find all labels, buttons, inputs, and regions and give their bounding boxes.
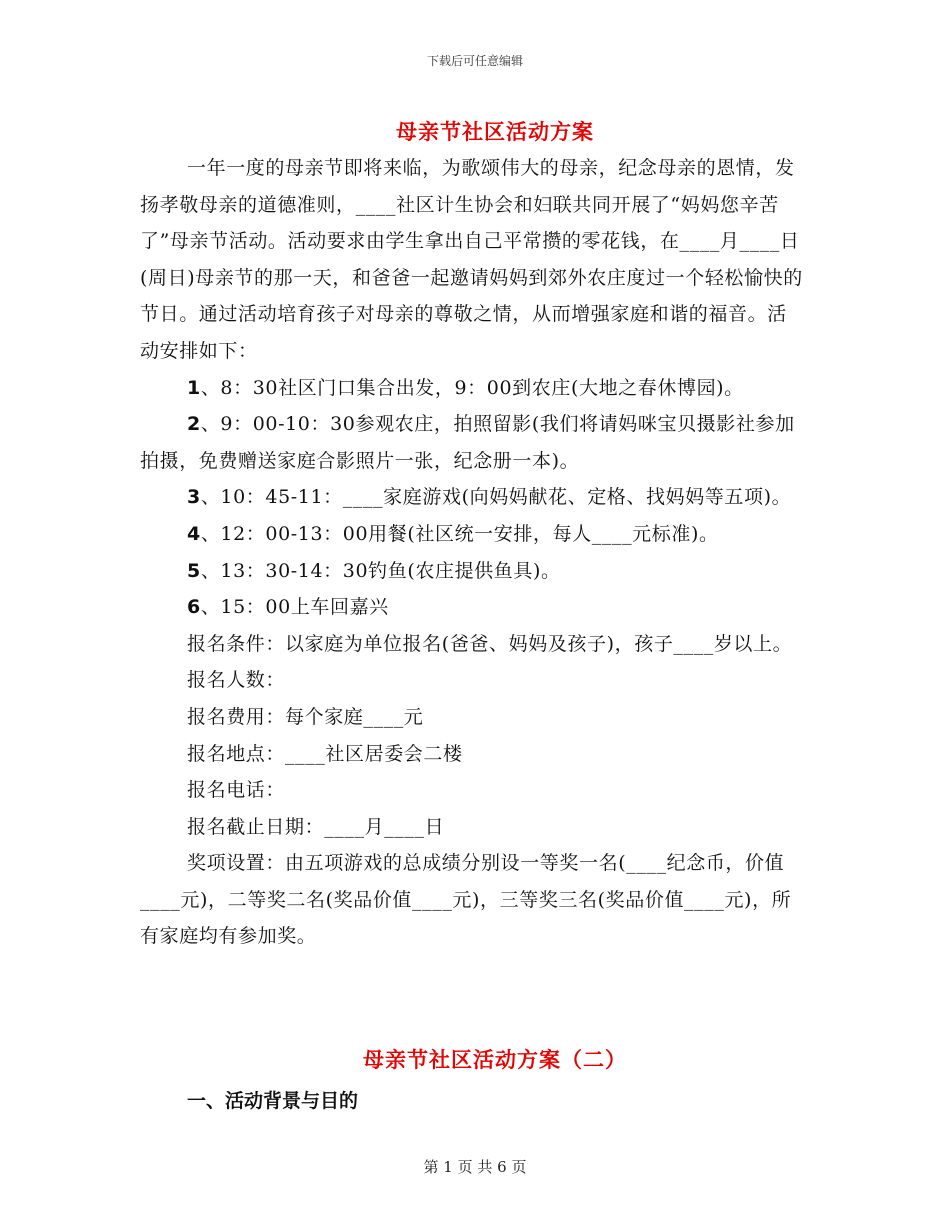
schedule-item-number: 3 [187, 486, 201, 509]
schedule-item-text: 、15：00上车回嘉兴 [200, 596, 389, 619]
registration-location: 报名地点：____社区居委会二楼 [187, 742, 463, 765]
second-document-title: 母亲节社区活动方案（二） [363, 1048, 627, 1072]
document-body [140, 150, 805, 955]
schedule-item-number: 6 [187, 596, 201, 619]
page-footer: 第 1 页 共 6 页 [423, 1158, 527, 1176]
schedule-item [140, 516, 805, 553]
schedule-item-text: 、8：30社区门口集合出发，9：00到农庄(大地之春休博园)。 [200, 376, 744, 399]
registration-phone: 报名电话： [187, 779, 286, 802]
registration-fee: 报名费用：每个家庭____元 [187, 705, 424, 728]
schedule-item-text: 、9：00-10：30参观农庄，拍照留影(我们将请妈咪宝贝摄影社参加拍摄，免费赠送家庭合影照片一张，纪念册一本)。 [140, 413, 795, 472]
schedule-item [140, 553, 805, 590]
document-title: 母亲节社区活动方案 [396, 120, 594, 144]
schedule-item-text: 、13：30-14：30钓鱼(农庄提供鱼具)。 [200, 559, 561, 582]
intro-paragraph: 一年一度的母亲节即将来临，为歌颂伟大的母亲，纪念母亲的恩情，发扬孝敬母亲的道德准则，____社区计生协会和妇联共同开展了“妈妈您辛苦了”母亲节活动。活动要求由学生拿出自己平常攒的零花钱，在____月____日(周日)母亲节的那一天，和爸爸一起邀请妈妈到郊外农庄度过一个轻松愉快的节日。通过活动培育孩子对母亲的尊敬之情，从而增强家庭和谐的福音。活动安排如下： [140, 157, 803, 362]
schedule-item [140, 370, 805, 407]
schedule-item [140, 589, 805, 626]
schedule-item-number: 1 [187, 376, 201, 399]
schedule-item-text: 、10：45-11：____家庭游戏(向妈妈献花、定格、找妈妈等五项)。 [200, 486, 792, 509]
registration-count: 报名人数： [187, 669, 286, 692]
awards-paragraph: 奖项设置：由五项游戏的总成绩分别设一等奖一名(____纪念币，价值____元)，二等奖二名(奖品价值____元)，三等奖三名(奖品价值____元)，所有家庭均有参加奖。 [140, 852, 792, 948]
schedule-item-number: 4 [187, 522, 201, 545]
schedule-item [140, 479, 805, 516]
header-note: 下载后可任意编辑 [426, 54, 523, 68]
registration-conditions: 报名条件：以家庭为单位报名(爸爸、妈妈及孩子)，孩子____岁以上。 [187, 632, 793, 655]
schedule-item-number: 5 [187, 559, 201, 582]
schedule-item-text: 、12：00-13：00用餐(社区统一安排，每人____元标准)。 [200, 522, 719, 545]
registration-deadline: 报名截止日期：____月____日 [187, 815, 445, 838]
section-heading: 一、活动背景与目的 [187, 1090, 359, 1112]
schedule-item [140, 406, 805, 479]
schedule-item-number: 2 [187, 413, 201, 436]
